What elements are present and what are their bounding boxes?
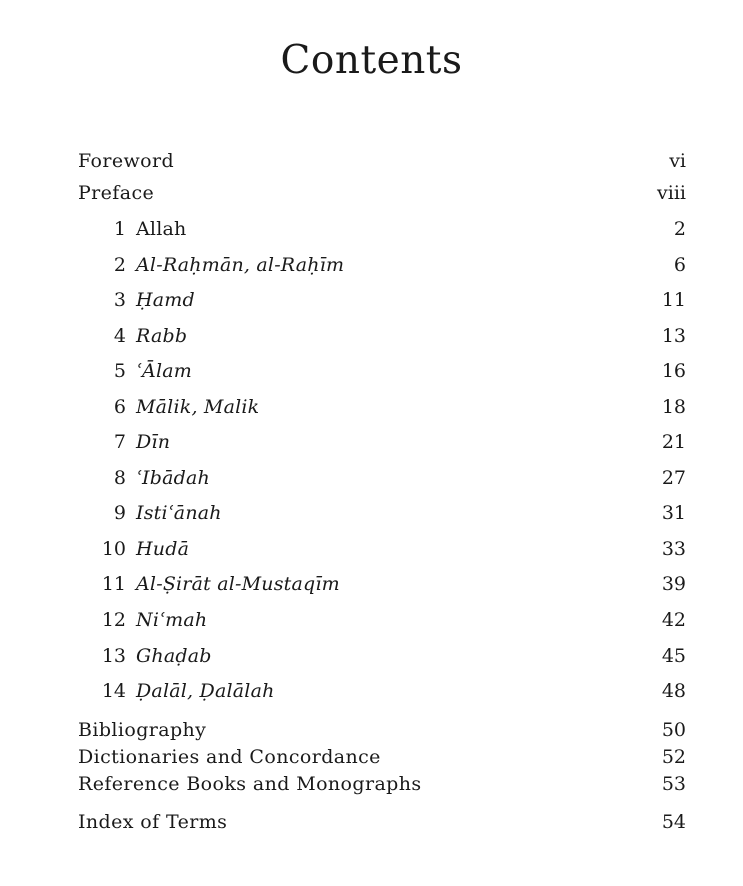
toc-page-number: 21	[661, 431, 686, 453]
toc-chapter-8[interactable]	[78, 465, 686, 491]
chapter-number: 4	[113, 325, 126, 347]
toc-entry-label: Bibliography	[78, 719, 207, 741]
toc-page-number: 33	[661, 538, 686, 560]
toc-page-number: 27	[661, 467, 686, 489]
toc-page-number: 53	[661, 773, 686, 795]
toc-page-number: 16	[661, 360, 686, 382]
chapter-title: Rabb	[136, 325, 188, 347]
chapter-number: 13	[101, 645, 126, 667]
chapter-title: Al-Raḥmān, al-Raḥīm	[136, 254, 345, 276]
toc-page-number: 13	[661, 325, 686, 347]
toc-entry-label: Dictionaries and Concordance	[78, 746, 381, 768]
chapter-number: 6	[113, 396, 126, 418]
toc-chapter-11[interactable]	[78, 571, 686, 597]
chapter-number: 7	[113, 431, 126, 453]
toc-entry-label: Reference Books and Monographs	[78, 773, 422, 795]
toc-chapter-10[interactable]	[78, 536, 686, 562]
page-title: Contents	[280, 38, 463, 83]
chapter-number: 14	[101, 680, 126, 702]
chapter-number: 1	[113, 218, 126, 240]
toc-chapter-1[interactable]	[78, 216, 686, 242]
toc-page-number: 54	[661, 811, 686, 833]
toc-entry-foreword[interactable]	[78, 148, 686, 174]
toc-chapter-9[interactable]	[78, 500, 686, 526]
chapter-number: 8	[113, 467, 126, 489]
toc-page-number: 11	[661, 289, 686, 311]
chapter-title: ʿIbādah	[136, 467, 210, 489]
chapter-title: Allah	[136, 218, 187, 240]
chapter-title: Niʿmah	[136, 609, 208, 631]
toc-chapter-2[interactable]	[78, 252, 686, 278]
toc-entry-bibliography[interactable]	[78, 717, 686, 743]
toc-chapter-5[interactable]	[78, 358, 686, 384]
chapter-title: ʿĀlam	[136, 360, 192, 382]
toc-page-number: 52	[661, 746, 686, 768]
chapter-title: Mālik, Malik	[136, 396, 260, 418]
toc-page-number: 48	[661, 680, 686, 702]
toc-entry-reference-books[interactable]	[78, 771, 686, 797]
chapter-number: 12	[101, 609, 126, 631]
toc-entry-dictionaries[interactable]	[78, 744, 686, 770]
toc-chapter-7[interactable]	[78, 429, 686, 455]
toc-page-number: 39	[661, 573, 686, 595]
toc-entry-index[interactable]	[78, 809, 686, 835]
toc-page-number: 42	[661, 609, 686, 631]
toc-chapter-6[interactable]	[78, 394, 686, 420]
chapter-number: 10	[101, 538, 126, 560]
toc-page-number: 2	[673, 218, 686, 240]
toc-chapter-12[interactable]	[78, 607, 686, 633]
toc-entry-label: Index of Terms	[78, 811, 228, 833]
toc-chapter-13[interactable]	[78, 643, 686, 669]
toc-page-number: vi	[669, 150, 686, 172]
toc-page-number: viii	[657, 182, 686, 204]
chapter-title: Dīn	[136, 431, 171, 453]
toc-entry-label: Foreword	[78, 150, 175, 172]
chapter-number: 2	[113, 254, 126, 276]
chapter-title: Istiʿānah	[136, 502, 222, 524]
toc-page-number: 45	[661, 645, 686, 667]
toc-page-number: 50	[661, 719, 686, 741]
chapter-title: Ḥamd	[136, 289, 195, 311]
toc-entry-label: Preface	[78, 182, 155, 204]
chapter-number: 5	[113, 360, 126, 382]
toc-page-number: 31	[661, 502, 686, 524]
chapter-title: Hudā	[136, 538, 190, 560]
toc-page-number: 6	[673, 254, 686, 276]
chapter-number: 3	[113, 289, 126, 311]
chapter-number: 9	[113, 502, 126, 524]
toc-chapter-3[interactable]	[78, 287, 686, 313]
chapter-number: 11	[101, 573, 126, 595]
toc-chapter-14[interactable]	[78, 678, 686, 704]
chapter-title: Al-Ṣirāt al-Mustaqīm	[136, 573, 340, 595]
toc-entry-preface[interactable]	[78, 180, 686, 206]
toc-chapter-4[interactable]	[78, 323, 686, 349]
chapter-title: Ghaḍab	[136, 645, 212, 667]
chapter-title: Ḍalāl, Ḍalālah	[136, 680, 275, 702]
toc-page-number: 18	[661, 396, 686, 418]
